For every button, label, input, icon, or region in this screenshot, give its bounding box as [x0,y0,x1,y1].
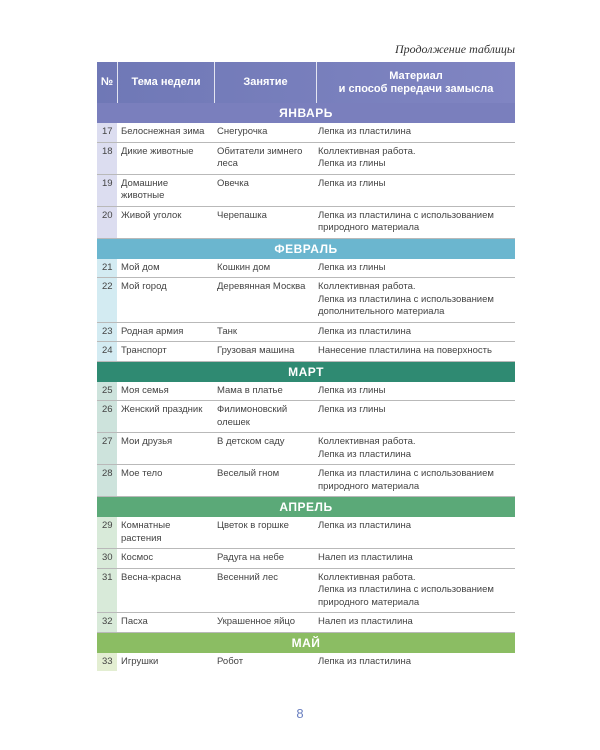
table-row [97,517,515,549]
row-theme: Мои друзья [121,436,173,447]
row-lesson: Робот [217,655,244,667]
month-banner: ФЕВРАЛЬ [97,239,515,259]
table-row [97,207,515,239]
row-material: Коллективная работа. Лепка из пластилина с использованием природного материала [318,571,494,608]
table-row [97,433,515,465]
row-num: 30 [97,549,117,568]
row-num: 18 [97,143,117,174]
row-num: 31 [97,569,117,613]
header-lesson: Занятие [215,62,317,103]
row-lesson: Кошкин дом [217,261,271,273]
row-material: Налеп из пластилина [318,552,413,563]
row-material: Лепка из пластилина [318,520,412,531]
table-row [97,259,515,279]
row-lesson: Овечка [217,177,249,189]
table-row [97,342,515,362]
row-num: 25 [97,382,117,401]
row-theme: Пасха [121,616,148,627]
row-material: Налеп из пластилина [318,616,413,627]
row-lesson: Мама в платье [217,384,283,396]
row-theme: Живой уголок [121,209,182,221]
table-row [97,143,515,175]
month-banner: МАЙ [97,633,515,653]
month-banner: АПРЕЛЬ [97,497,515,517]
header-num: № [97,62,118,103]
header-material: Материал и способ передачи замысла [338,69,494,95]
row-material: Коллективная работа. Лепка из пластилина [318,436,416,460]
row-lesson: Цветок в горшке [217,520,289,531]
table-row [97,382,515,402]
page-number: 8 [296,706,304,721]
row-lesson: Танк [217,325,238,337]
row-theme: Дикие животные [121,145,194,157]
row-theme: Мой дом [121,261,160,273]
row-num: 22 [97,278,117,322]
row-num: 17 [97,123,117,142]
table-body [97,103,515,671]
row-material: Лепка из глины [318,177,386,189]
row-theme: Комнатные растения [121,520,171,544]
table-row [97,175,515,207]
row-material: Нанесение пластилина на поверхность [318,345,492,356]
row-num: 32 [97,613,117,632]
row-lesson: Обитатели зимнего леса [217,145,303,169]
row-material: Лепка из пластилина с использованием природного материала [318,468,494,492]
table-row [97,401,515,433]
row-material: Лепка из пластилина [318,655,412,667]
row-theme: Весна-красна [121,571,182,583]
table-row [97,278,515,323]
row-material: Лепка из пластилина [318,126,412,137]
row-num: 21 [97,259,117,278]
row-material: Лепка из глины [318,261,386,273]
row-material: Лепка из глины [318,384,386,396]
row-num: 29 [97,517,117,548]
row-theme: Космос [121,552,154,563]
table-row [97,323,515,343]
table-row [97,549,515,569]
row-lesson: Весенний лес [217,571,278,583]
row-num: 24 [97,342,117,361]
table-header [97,62,515,103]
row-material: Лепка из глины [318,404,386,415]
row-num: 23 [97,323,117,342]
row-lesson: Веселый гном [217,468,280,479]
table-caption: Продолжение таблицы [394,42,515,56]
row-lesson: Снегурочка [217,126,268,137]
row-lesson: Радуга на небе [217,552,284,563]
row-material: Лепка из пластилина с использованием природного материала [318,209,494,233]
row-theme: Моя семья [121,384,169,396]
row-theme: Игрушки [121,655,159,667]
lessons-table [97,62,515,671]
row-material: Коллективная работа. Лепка из глины [318,145,416,169]
row-num: 28 [97,465,117,496]
row-lesson: Грузовая машина [217,345,295,356]
row-num: 27 [97,433,117,464]
header-theme: Тема недели [118,62,215,103]
row-theme: Транспорт [121,345,167,356]
row-num: 33 [97,653,117,672]
row-lesson: Филимоновский олешек [217,404,288,428]
table-row [97,569,515,614]
row-lesson: Деревянная Москва [217,281,306,292]
row-material: Коллективная работа. Лепка из пластилина с использованием дополнительного материала [318,281,494,317]
row-num: 20 [97,207,117,238]
row-lesson: Черепашка [217,209,267,221]
table-row [97,123,515,143]
table-row [97,613,515,633]
month-banner: МАРТ [97,362,515,382]
row-material: Лепка из пластилина [318,325,412,337]
table-row [97,465,515,497]
row-theme: Белоснежная зима [121,126,205,137]
row-theme: Домашние животные [121,177,169,201]
row-num: 26 [97,401,117,432]
month-banner: ЯНВАРЬ [97,103,515,123]
row-num: 19 [97,175,117,206]
row-lesson: В детском саду [217,436,285,447]
row-theme: Женский праздник [121,404,203,415]
row-lesson: Украшенное яйцо [217,616,296,627]
row-theme: Мое тело [121,468,163,479]
row-theme: Родная армия [121,325,184,337]
row-theme: Мой город [121,281,167,292]
table-row [97,653,515,672]
